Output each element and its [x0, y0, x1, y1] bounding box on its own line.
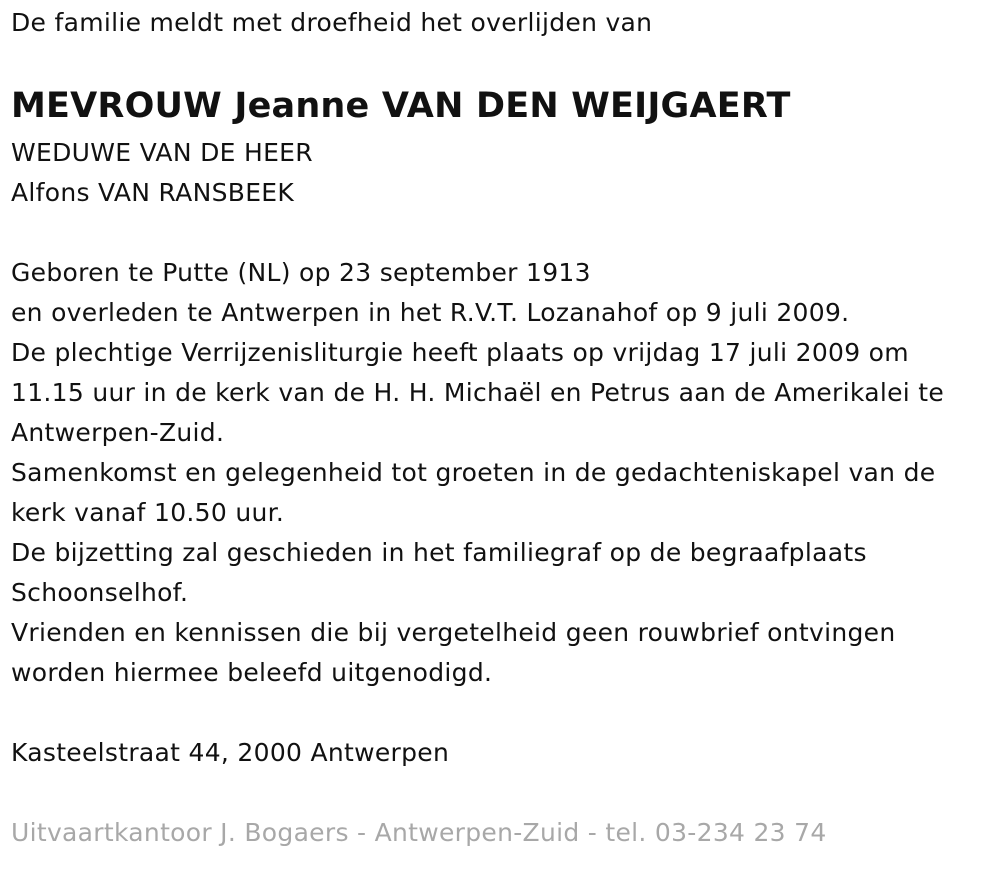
body-line: kerk vanaf 10.50 uur. [11, 498, 285, 527]
body-line: Antwerpen-Zuid. [11, 418, 225, 447]
body-line: Geboren te Putte (NL) op 23 september 1913 [11, 258, 591, 287]
body-line: Vrienden en kennissen die bij vergetelheid geen rouwbrief ontvingen [11, 618, 896, 647]
body-line: Samenkomst en gelegenheid tot groeten in de gedachteniskapel van de [11, 458, 936, 487]
body-line: De bijzetting zal geschieden in het familiegraf op de begraafplaats [11, 538, 867, 567]
widow-line: WEDUWE VAN DE HEER [11, 138, 313, 167]
body-line: worden hiermee beleefd uitgenodigd. [11, 658, 493, 687]
body-line: Schoonselhof. [11, 578, 189, 607]
spouse-name: Alfons VAN RANSBEEK [11, 178, 295, 207]
body-line: en overleden te Antwerpen in het R.V.T. Lozanahof op 9 juli 2009. [11, 298, 850, 327]
address: Kasteelstraat 44, 2000 Antwerpen [11, 738, 450, 767]
funeral-home-footer: Uitvaartkantoor J. Bogaers - Antwerpen-Zuid - tel. 03-234 23 74 [11, 818, 827, 847]
body-line: De plechtige Verrijzenisliturgie heeft plaats op vrijdag 17 juli 2009 om [11, 338, 909, 367]
deceased-name: MEVROUW Jeanne VAN DEN WEIJGAERT [11, 86, 791, 126]
body-line: 11.15 uur in de kerk van de H. H. Michaël en Petrus aan de Amerikalei te [11, 378, 945, 407]
intro-text: De familie meldt met droefheid het overlijden van [11, 8, 653, 37]
